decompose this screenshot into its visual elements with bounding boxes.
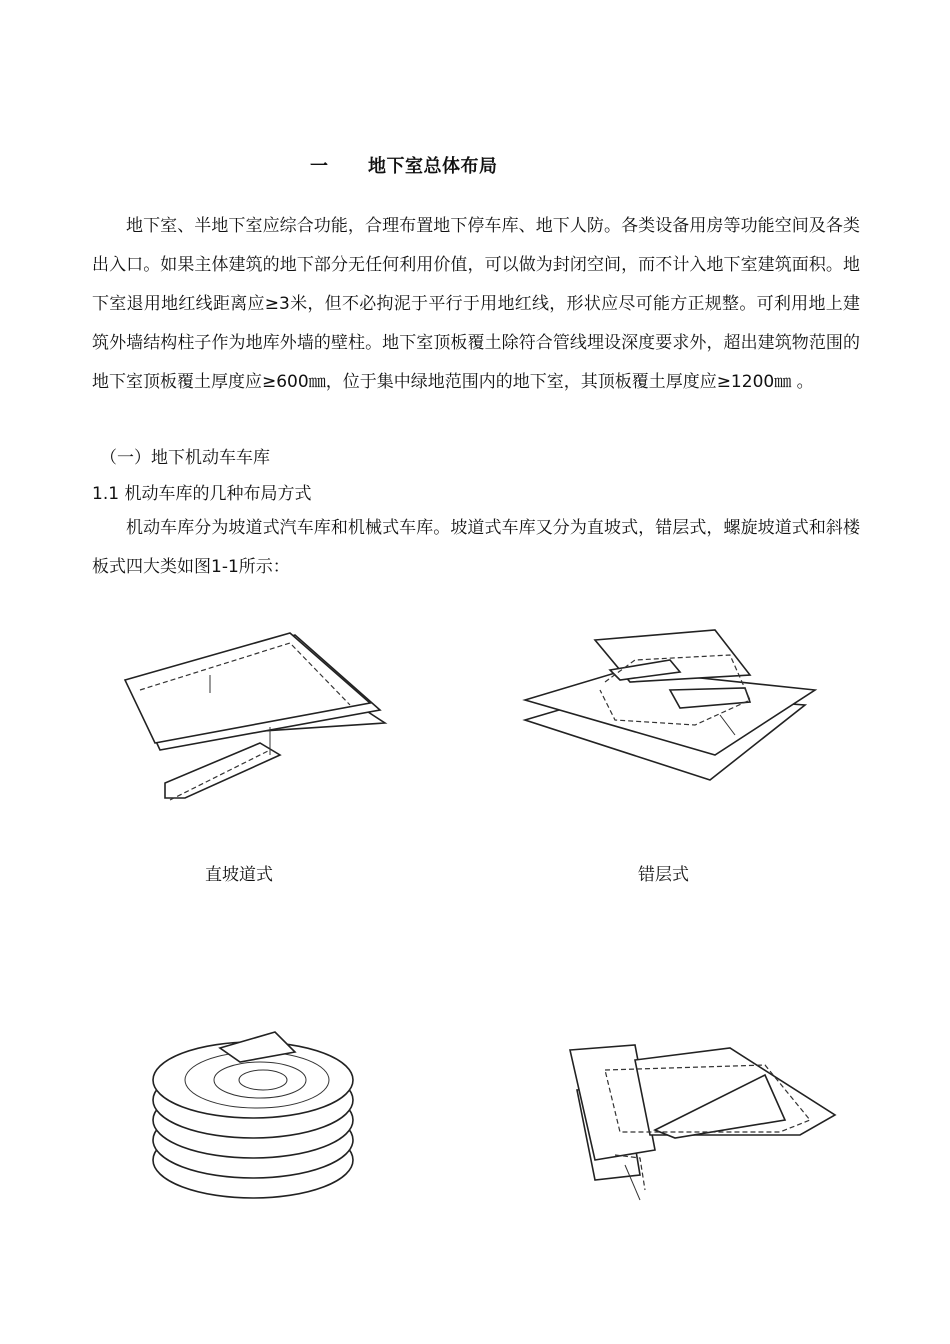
subheading-layout-types: 1.1 机动车库的几种布局方式: [92, 484, 312, 504]
caption-straight-ramp: 直坡道式: [205, 865, 273, 885]
straight-ramp-illustration: [110, 615, 390, 815]
split-level-illustration: [520, 620, 820, 790]
inclined-floor-illustration: [565, 1040, 845, 1205]
section-heading: [0, 152, 950, 180]
section-number: 一: [310, 156, 328, 177]
garage-types-paragraph: 机动车库分为坡道式汽车库和机械式车库。坡道式车库又分为直坡式，错层式，螺旋坡道式和斜楼板式四大类如图1-1所示：: [92, 518, 860, 577]
intro-paragraph: 地下室、半地下室应综合功能，合理布置地下停车库、地下人防。各类设备用房等功能空间及各类出入口。如果主体建筑的地下部分无任何利用价值，可以做为封闭空间，而不计入地下室建筑面积。地下室退用地红线距离应≥3米，但不必拘泥于平行于用地红线，形状应尽可能方正规整。可利用地上建筑外墙结构柱子作为地库外墙的壁柱。地下室顶板覆土除符合管线埋设深度要求外，超出建筑物范围的地下室顶板覆土厚度应≥600㎜，位于集中绿地范围内的地下室，其顶板覆土厚度应≥1200㎜ 。: [92, 216, 860, 392]
caption-split-level: 错层式: [638, 865, 689, 885]
section-title: 地下室总体布局: [368, 156, 498, 177]
spiral-ramp-illustration: [145, 1020, 375, 1200]
subheading-motor-garage: （一）地下机动车车库: [100, 448, 270, 468]
